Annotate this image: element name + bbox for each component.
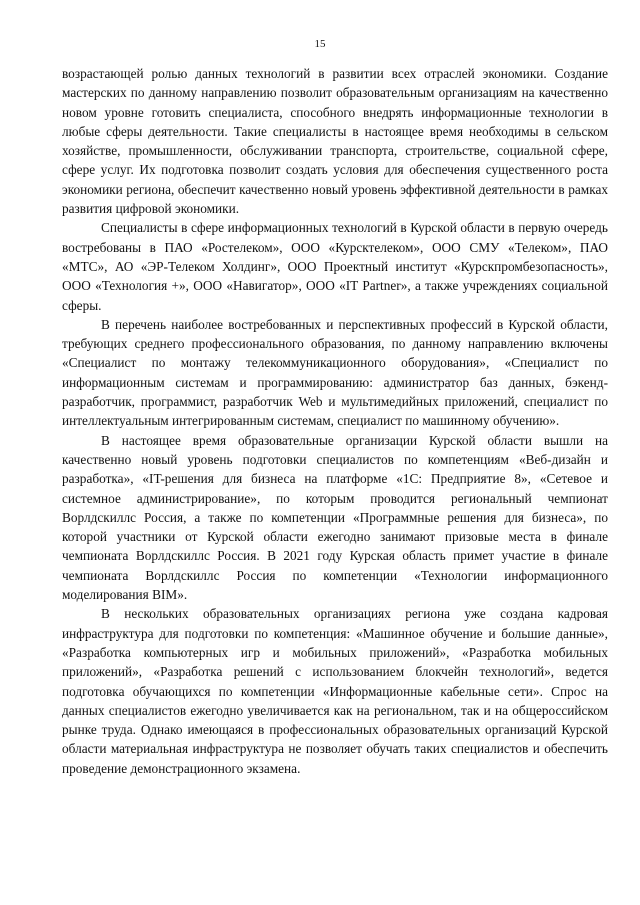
paragraph-3: В перечень наиболее востребованных и перспективных профессий в Курской области, требующих среднего профессионального образования, по данному направлению включены «Специалист по монтажу телекоммуникационного оборудования», «Специалист по информационным системам и программированию: администратор баз данных, бэкенд-разработчик, программист, разработчик Web и мультимедийных приложений, специалист по интеллектуальным интегрированным системам, специалист по машинному обучению». bbox=[62, 316, 608, 429]
document-body bbox=[62, 64, 608, 778]
page-number: 15 bbox=[314, 38, 326, 50]
paragraph-4: В настоящее время образовательные организации Курской области вышли на качественно новый уровень подготовки специалистов по компетенциям «Веб-дизайн и разработка», «IT-решения для бизнеса на платформе «1С: Предприятие 8», «Сетевое и системное администрирование», по которым проводится региональный чемпионат Ворлдскиллс Россия, а также по компетенции «Программные решения для бизнеса», по которой участники от Курской области ежегодно занимают призовые места в финале чемпионата Ворлдскиллс Россия. В 2021 году Курская область примет участие в финале чемпионата Ворлдскиллс Россия по компетенции «Технологии информационного моделирования BIM». bbox=[62, 432, 608, 603]
paragraph-1: возрастающей ролью данных технологий в развитии всех отраслей экономики. Создание мастерских по данному направлению позволит образовательным организациям на качественно новом уровне готовить специалиста, способного внедрять информационные технологии в любые сферы деятельности. Такие специалисты в настоящее время необходимы в сельском хозяйстве, промышленности, обслуживании транспорта, строительстве, социальной сфере, сфере услуг. Их подготовка позволит создать условия для обеспечения существенного роста экономики региона, обеспечит качественно новый уровень эффективной деятельности в рамках развития цифровой экономики. bbox=[62, 66, 608, 217]
paragraph-5: В нескольких образовательных организациях региона уже создана кадровая инфраструктура для подготовки по компетенция: «Машинное обучение и большие данные», «Разработка компьютерных игр и мобильных приложений», «Разработка мобильных приложений», «Разработка решений с использованием блокчейн технологий», ведется подготовка обучающихся по компетенции «Информационные кабельные сети». Спрос на данных специалистов ежегодно увеличивается как на региональном, так и на общероссийском рынке труда. Однако имеющаяся в профессиональных образовательных организаций Курской области материальная инфраструктура не позволяет обучать таких специалистов и обеспечить проведение демонстрационного экзамена. bbox=[62, 606, 608, 776]
paragraph-2: Специалисты в сфере информационных технологий в Курской области в первую очередь востребованы в ПАО «Ростелеком», ООО «Курсктелеком», ООО СМУ «Телеком», ПАО «МТС», АО «ЭР-Телеком Холдинг», ООО Проектный институт «Курскпромбезопасность», ООО «Технология +», ООО «Навигатор», ООО «IT Partner», а также учреждениях социальной сферы. bbox=[62, 220, 608, 313]
